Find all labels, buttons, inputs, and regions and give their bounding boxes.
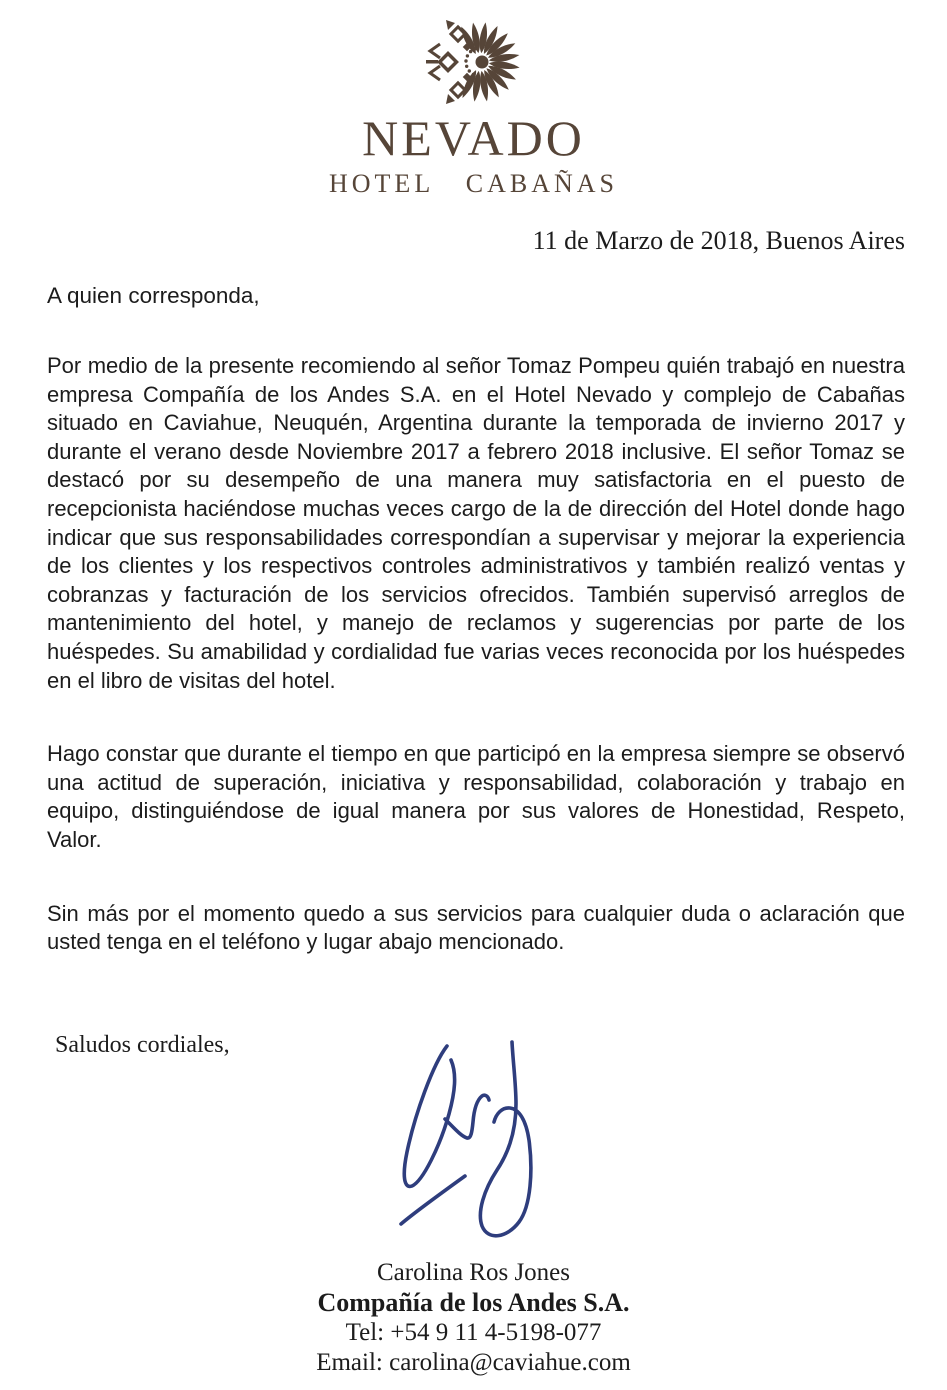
signer-name: Carolina Ros Jones [376, 1259, 571, 1286]
snowflake-flower-emblem-icon [422, 14, 526, 110]
signer-company: Compañía de los Andes S.A. [317, 1288, 630, 1317]
hotel-brand-name: NEVADO [362, 110, 585, 166]
hotel-brand-subtitle: HOTEL CABAÑAS [329, 169, 618, 198]
letter-body [47, 282, 905, 1002]
signer-phone: Tel: +54 9 11 4-5198-077 [345, 1319, 602, 1346]
dateline: 11 de Marzo de 2018, Buenos Aires [532, 226, 905, 255]
letterhead [0, 14, 947, 200]
salutation: Saludos cordiales, [55, 1032, 230, 1058]
signer-email: Email: carolina@caviahue.com [316, 1349, 631, 1376]
paragraph-1: Por medio de la presente recomiendo al señor Tomaz Pompeu quién trabajó en nuestra empresa Compañía de los Andes S.A. en el Hotel Nevado y complejo de Cabañas situado en Caviahue, Neuquén, Argentina durante la temporada de invierno 2017 y durante el verano desde Noviembre 2017 a febrero 2018 inclusive. El señor Tomaz se destacó por su desempeño de una manera muy satisfactoria en el puesto de recepcionista haciéndose muchas veces cargo de la de dirección del Hotel donde hago indicar que sus responsabilidades correspondían a supervisar y mejorar la experiencia de los clientes y los respectivos controles administrativos y también realizó ventas y cobranzas y facturación de los servicios ofrecidos. También supervisó arreglos de mantenimiento del hotel, y manejo de reclamos y sugerencias por parte de los huéspedes. Su amabilidad y cordialidad fue varias veces reconocida por los huéspedes en el libro de visitas del hotel. [47, 353, 905, 693]
handwritten-signature-icon [385, 1034, 551, 1248]
paragraph-3: Sin más por el momento quedo a sus servicios para cualquier duda o aclaración que usted tenga en el teléfono y lugar abajo mencionado. [47, 900, 905, 955]
paragraph-2: Hago constar que durante el tiempo en que participó en la empresa siempre se observó una actitud de superación, iniciativa y responsabilidad, colaboración y trabajo en equipo, distinguiéndose de igual manera por sus valores de Honestidad, Respeto, Valor. [47, 741, 905, 852]
signature-block [0, 1258, 947, 1378]
greeting: A quien corresponda, [47, 283, 260, 308]
